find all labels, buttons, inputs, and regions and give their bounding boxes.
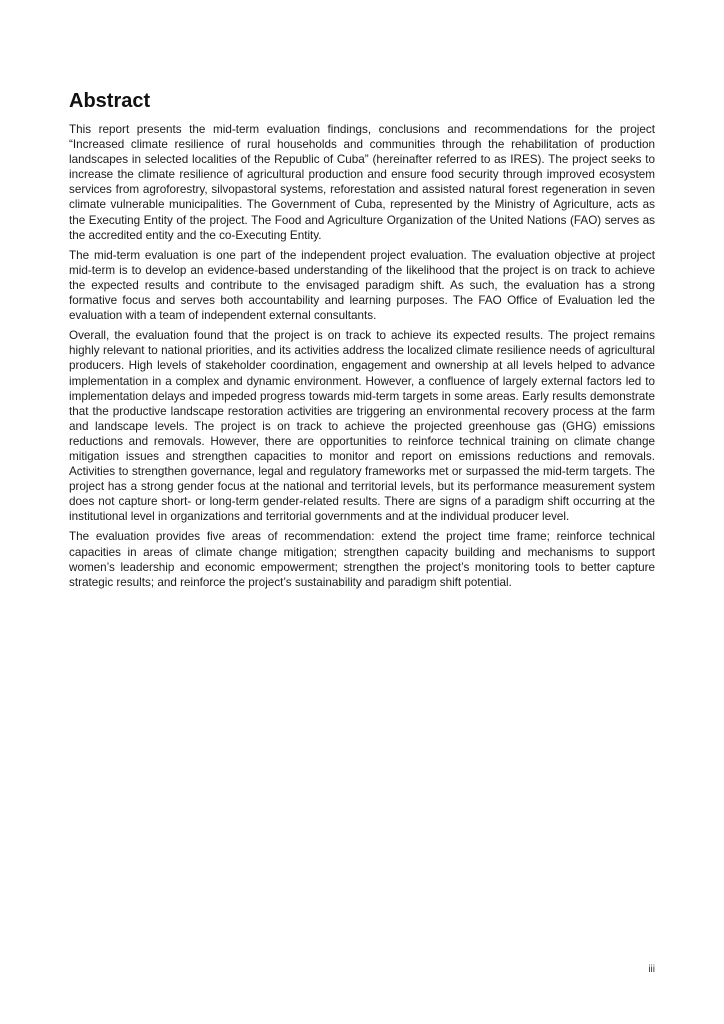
abstract-paragraph-recommendations: The evaluation provides five areas of recommendation: extend the project time frame; reinforce technical capacities in areas of climate change mitigation; strengthen capacity building and mechanisms to support women’s leadership and economic empowerment; strengthen the project’s monitoring tools to better capture strategic results; and reinforce the project’s sustainability and paradigm shift potential. [69, 530, 655, 589]
abstract-paragraph-objective: The mid-term evaluation is one part of the independent project evaluation. The evaluation objective at project mid-term is to develop an evidence-based understanding of the likelihood that the project is on track to achieve the expected results and contribute to the envisaged paradigm shift. As such, the evaluation has a strong formative focus and serves both accountability and learning purposes. The FAO Office of Evaluation led the evaluation with a team of independent external consultants. [69, 248, 655, 323]
page-number: iii [648, 964, 655, 975]
abstract-paragraph-intro: This report presents the mid-term evaluation findings, conclusions and recommendations for the project “Increased climate resilience of rural households and communities through the rehabilitation of production landscapes in selected localities of the Republic of Cuba” (hereinafter referred to as IRES). The project seeks to increase the climate resilience of agricultural production and ensure food security through improved ecosystem services from agroforestry, silvopastoral systems, reforestation and assisted natural forest regeneration in seven climate vulnerable municipalities. The Government of Cuba, represented by the Ministry of Agriculture, acts as the Executing Entity of the project. The Food and Agriculture Organization of the United Nations (FAO) serves as the accredited entity and the co-Executing Entity. [69, 123, 655, 242]
abstract-section [69, 88, 655, 595]
abstract-heading: Abstract [69, 90, 151, 112]
abstract-paragraph-findings: Overall, the evaluation found that the project is on track to achieve its expected results. The project remains highly relevant to national priorities, and its activities address the localized climate resilience needs of agricultural producers. High levels of stakeholder coordination, engagement and ownership at all levels helped to advance implementation in a complex and dynamic environment. However, a confluence of largely external factors led to implementation delays and impeded progress towards mid-term targets in some areas. Early results demonstrate that the productive landscape restoration activities are triggering an environmental recovery process at the farm and landscape levels. The project is on track to achieve the projected greenhouse gas (GHG) emissions reductions and removals. However, there are opportunities to reinforce technical training on climate change mitigation issues and strengthen capacities to monitor and report on emissions reductions and removals. Activities to strengthen governance, legal and regulatory frameworks met or surpassed the mid-term targets. The project has a strong gender focus at the national and territorial levels, but its performance measurement system does not capture short- or long-term gender-related results. There are signs of a paradigm shift occurring at the institutional level in organizations and territorial governments and at the individual producer level. [69, 329, 655, 524]
